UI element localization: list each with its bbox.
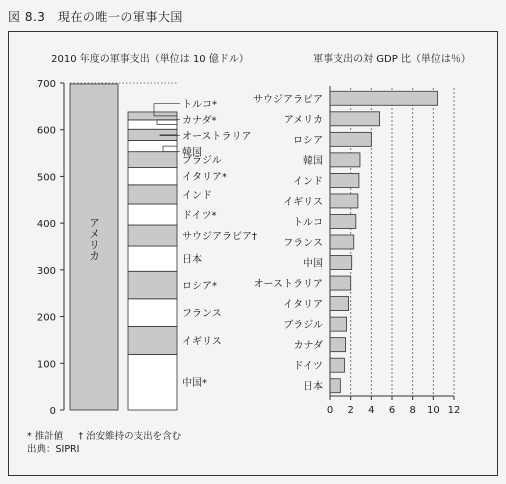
y-tick-label: 400 (36, 219, 56, 231)
bar (330, 338, 346, 352)
y-tick-label: 300 (36, 265, 56, 277)
x-tick-label: 12 (447, 405, 461, 416)
category-label: アメリカ (283, 114, 323, 126)
label-usa: アメリカ (87, 216, 101, 261)
right-chart (253, 86, 460, 416)
category-label: オーストラリア (253, 279, 323, 291)
note-estimate: * 推計値 (27, 431, 64, 442)
stack-label: 韓国 (182, 147, 202, 159)
y-tick-label: 200 (36, 312, 56, 324)
bar (330, 297, 349, 311)
y-tick-label: 100 (36, 359, 56, 371)
stack-segment (128, 354, 177, 410)
bar (330, 317, 347, 331)
y-tick-label: 500 (36, 172, 56, 184)
bar (330, 153, 360, 167)
bar (330, 214, 356, 228)
stack-segment (128, 271, 177, 299)
left-chart-title: 2010 年度の軍事支出（単位は 10 億ドル） (51, 54, 249, 65)
stack-segment (128, 299, 177, 327)
bar (330, 256, 352, 270)
category-label: サウジアラビア (253, 94, 323, 106)
category-label: イギリス (283, 196, 323, 208)
stack-segment (128, 152, 177, 168)
bar (330, 112, 380, 126)
category-label: フランス (283, 238, 323, 249)
category-label: 韓国 (303, 155, 323, 167)
stack-label: イギリス (182, 336, 222, 348)
stack-label: ロシア* (182, 281, 217, 293)
stack-label: オーストラリア (182, 131, 252, 143)
x-tick-label: 6 (388, 405, 396, 416)
x-tick-label: 2 (347, 405, 354, 416)
category-label: ドイツ (293, 361, 323, 373)
stack-segment (128, 168, 177, 185)
category-label: ロシア (293, 135, 323, 147)
stack-label: トルコ* (182, 99, 217, 111)
stack-segment (128, 225, 177, 246)
category-label: インド (293, 176, 323, 188)
bar (330, 194, 358, 208)
y-tick-label: 0 (49, 406, 56, 417)
category-label: イタリア (283, 299, 323, 311)
stack-label: イタリア* (182, 172, 227, 184)
y-tick-label: 700 (36, 79, 56, 90)
stack-label: フランス (182, 308, 222, 320)
bar (330, 91, 437, 105)
stack-label: サウジアラビア† (182, 231, 257, 243)
stack-label: カナダ* (182, 115, 217, 127)
category-label: トルコ (293, 217, 323, 229)
stack-label: ドイツ* (182, 210, 217, 222)
bar (330, 379, 340, 393)
stack-label: ブラジル (182, 155, 222, 167)
x-tick-label: 8 (409, 405, 416, 416)
notes (27, 430, 193, 456)
stack-segment (128, 204, 177, 225)
right-chart-title: 軍事支出の対 GDP 比（単位は％） (313, 54, 471, 65)
stack-label: インド (182, 190, 212, 202)
bar (330, 358, 344, 372)
category-label: 日本 (303, 381, 323, 393)
stack-segment (128, 326, 177, 354)
left-chart (37, 79, 257, 417)
category-label: 中国 (303, 258, 323, 270)
x-tick-label: 10 (426, 405, 440, 416)
stack-label: 日本 (182, 254, 202, 266)
bar (330, 276, 351, 290)
x-tick-label: 0 (326, 405, 334, 416)
bar (330, 235, 354, 249)
bar (330, 132, 371, 146)
x-tick-label: 4 (368, 405, 375, 416)
note-source: 出典：SIPRI (27, 444, 80, 455)
category-label: カナダ (293, 340, 323, 352)
y-tick-label: 600 (36, 125, 56, 137)
figure-title: 図 8.3 現在の唯一の軍事大国 (8, 10, 183, 24)
stack-segment (128, 185, 177, 204)
stack-label: 中国* (182, 378, 207, 390)
stack-segment (128, 246, 177, 271)
category-label: ブラジル (283, 320, 323, 332)
note-security: † 治安維持の支出を含む (78, 431, 182, 442)
bar (330, 173, 359, 187)
